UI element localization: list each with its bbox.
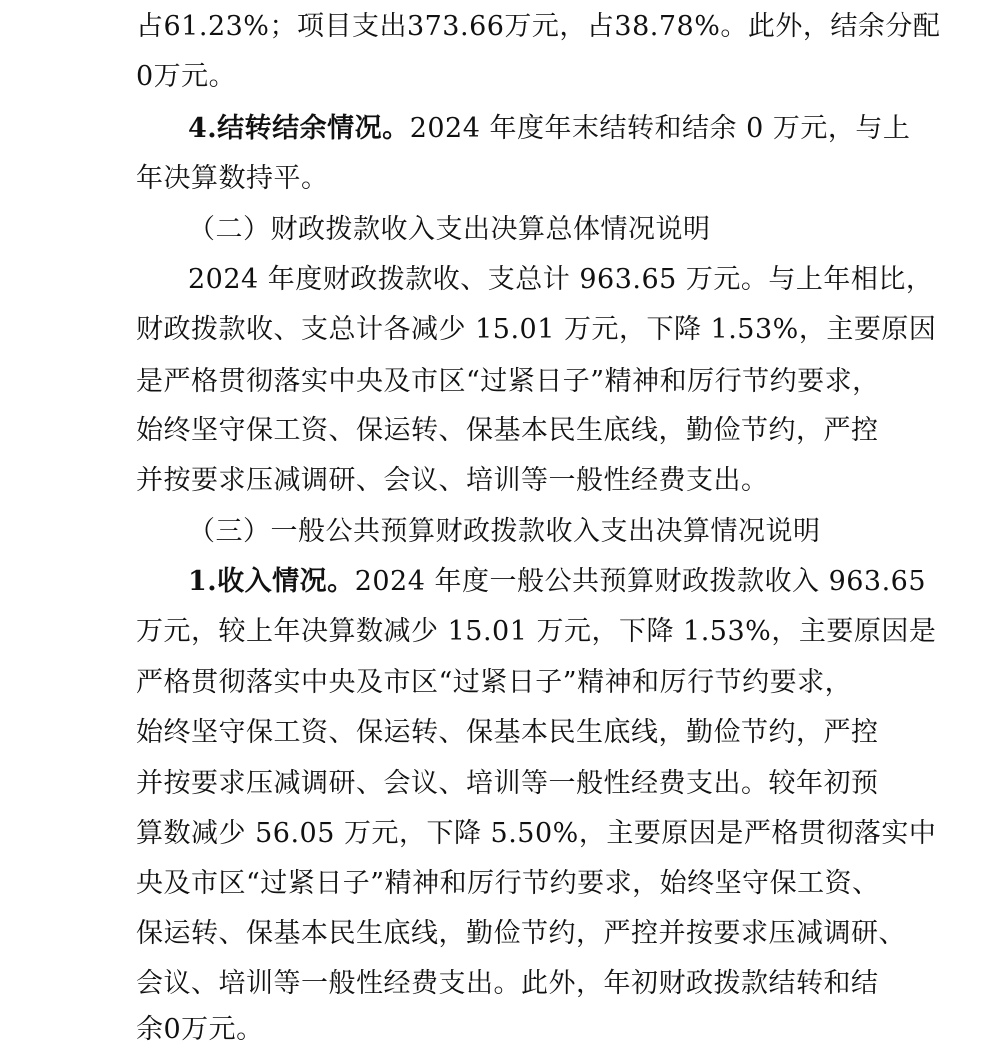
text-run: 算数减少 56.05 万元，下降 5.50%，主要原因是严格贯彻落实中: [136, 818, 937, 849]
text-run: （三）一般公共预算财政拨款收入支出决算情况说明: [188, 516, 821, 547]
text-line: [136, 657, 896, 709]
text-run: 财政拨款收、支总计各减少 15.01 万元，下降 1.53%，主要原因: [136, 314, 937, 345]
text-run: 年决算数持平。: [136, 163, 329, 194]
text-run: 2024 年度一般公共预算财政拨款收入 963.65: [354, 566, 927, 597]
text-line: [136, 304, 937, 356]
text-line: [136, 405, 896, 457]
text-run: （二）财政拨款收入支出决算总体情况说明: [188, 214, 711, 245]
text-run: 保运转、保基本民生底线，勤俭节约，严控并按要求压减调研、: [136, 918, 906, 949]
section-heading: 1.收入情况。: [188, 566, 355, 597]
text-run: 并按要求压减调研、会议、培训等一般性经费支出。: [136, 465, 769, 496]
subsection-heading: [188, 506, 896, 558]
text-run: 2024 年度财政拨款收、支总计 963.65 万元。与上年相比，: [188, 264, 934, 295]
text-run: 会议、培训等一般性经费支出。此外，年初财政拨款结转和结: [136, 968, 879, 999]
text-line: [136, 455, 896, 507]
text-run: 始终坚守保工资、保运转、保基本民生底线，勤俭节约，严控: [136, 415, 879, 446]
subsection-heading: [188, 204, 896, 256]
text-run: 央及市区“过紧日子”精神和厉行节约要求，始终坚守保工资、: [136, 868, 880, 899]
text-run: 2024 年度年末结转和结余 0 万元，与上: [409, 113, 911, 144]
text-run: 严格贯彻落实中央及市区“过紧日子”精神和厉行节约要求，: [136, 667, 853, 698]
text-line: [136, 758, 896, 810]
text-run: 并按要求压减调研、会议、培训等一般性经费支出。较年初预: [136, 768, 879, 799]
text-run: 占61.23%；项目支出373.66万元，占38.78%。此外，结余分配: [136, 11, 941, 42]
text-line: [188, 254, 934, 306]
text-line: [136, 808, 937, 860]
text-line: [136, 356, 896, 408]
section-heading: 4.结转结余情况。: [188, 113, 410, 144]
text-line: [136, 153, 896, 205]
text-run: 0万元。: [136, 61, 237, 92]
text-line: [136, 1004, 896, 1056]
text-line: [136, 707, 896, 759]
text-run: 余0万元。: [136, 1014, 264, 1045]
text-line: [188, 103, 911, 155]
text-line: [136, 958, 896, 1010]
text-run: 万元，较上年决算数减少 15.01 万元，下降 1.53%，主要原因是: [136, 616, 937, 647]
text-run: 始终坚守保工资、保运转、保基本民生底线，勤俭节约，严控: [136, 717, 879, 748]
text-run: 是严格贯彻落实中央及市区“过紧日子”精神和厉行节约要求，: [136, 366, 880, 397]
text-line: [136, 908, 906, 960]
text-line: [136, 1, 941, 53]
text-line: [188, 556, 927, 608]
text-line: [136, 858, 896, 910]
text-line: [136, 51, 896, 103]
text-line: [136, 606, 937, 658]
